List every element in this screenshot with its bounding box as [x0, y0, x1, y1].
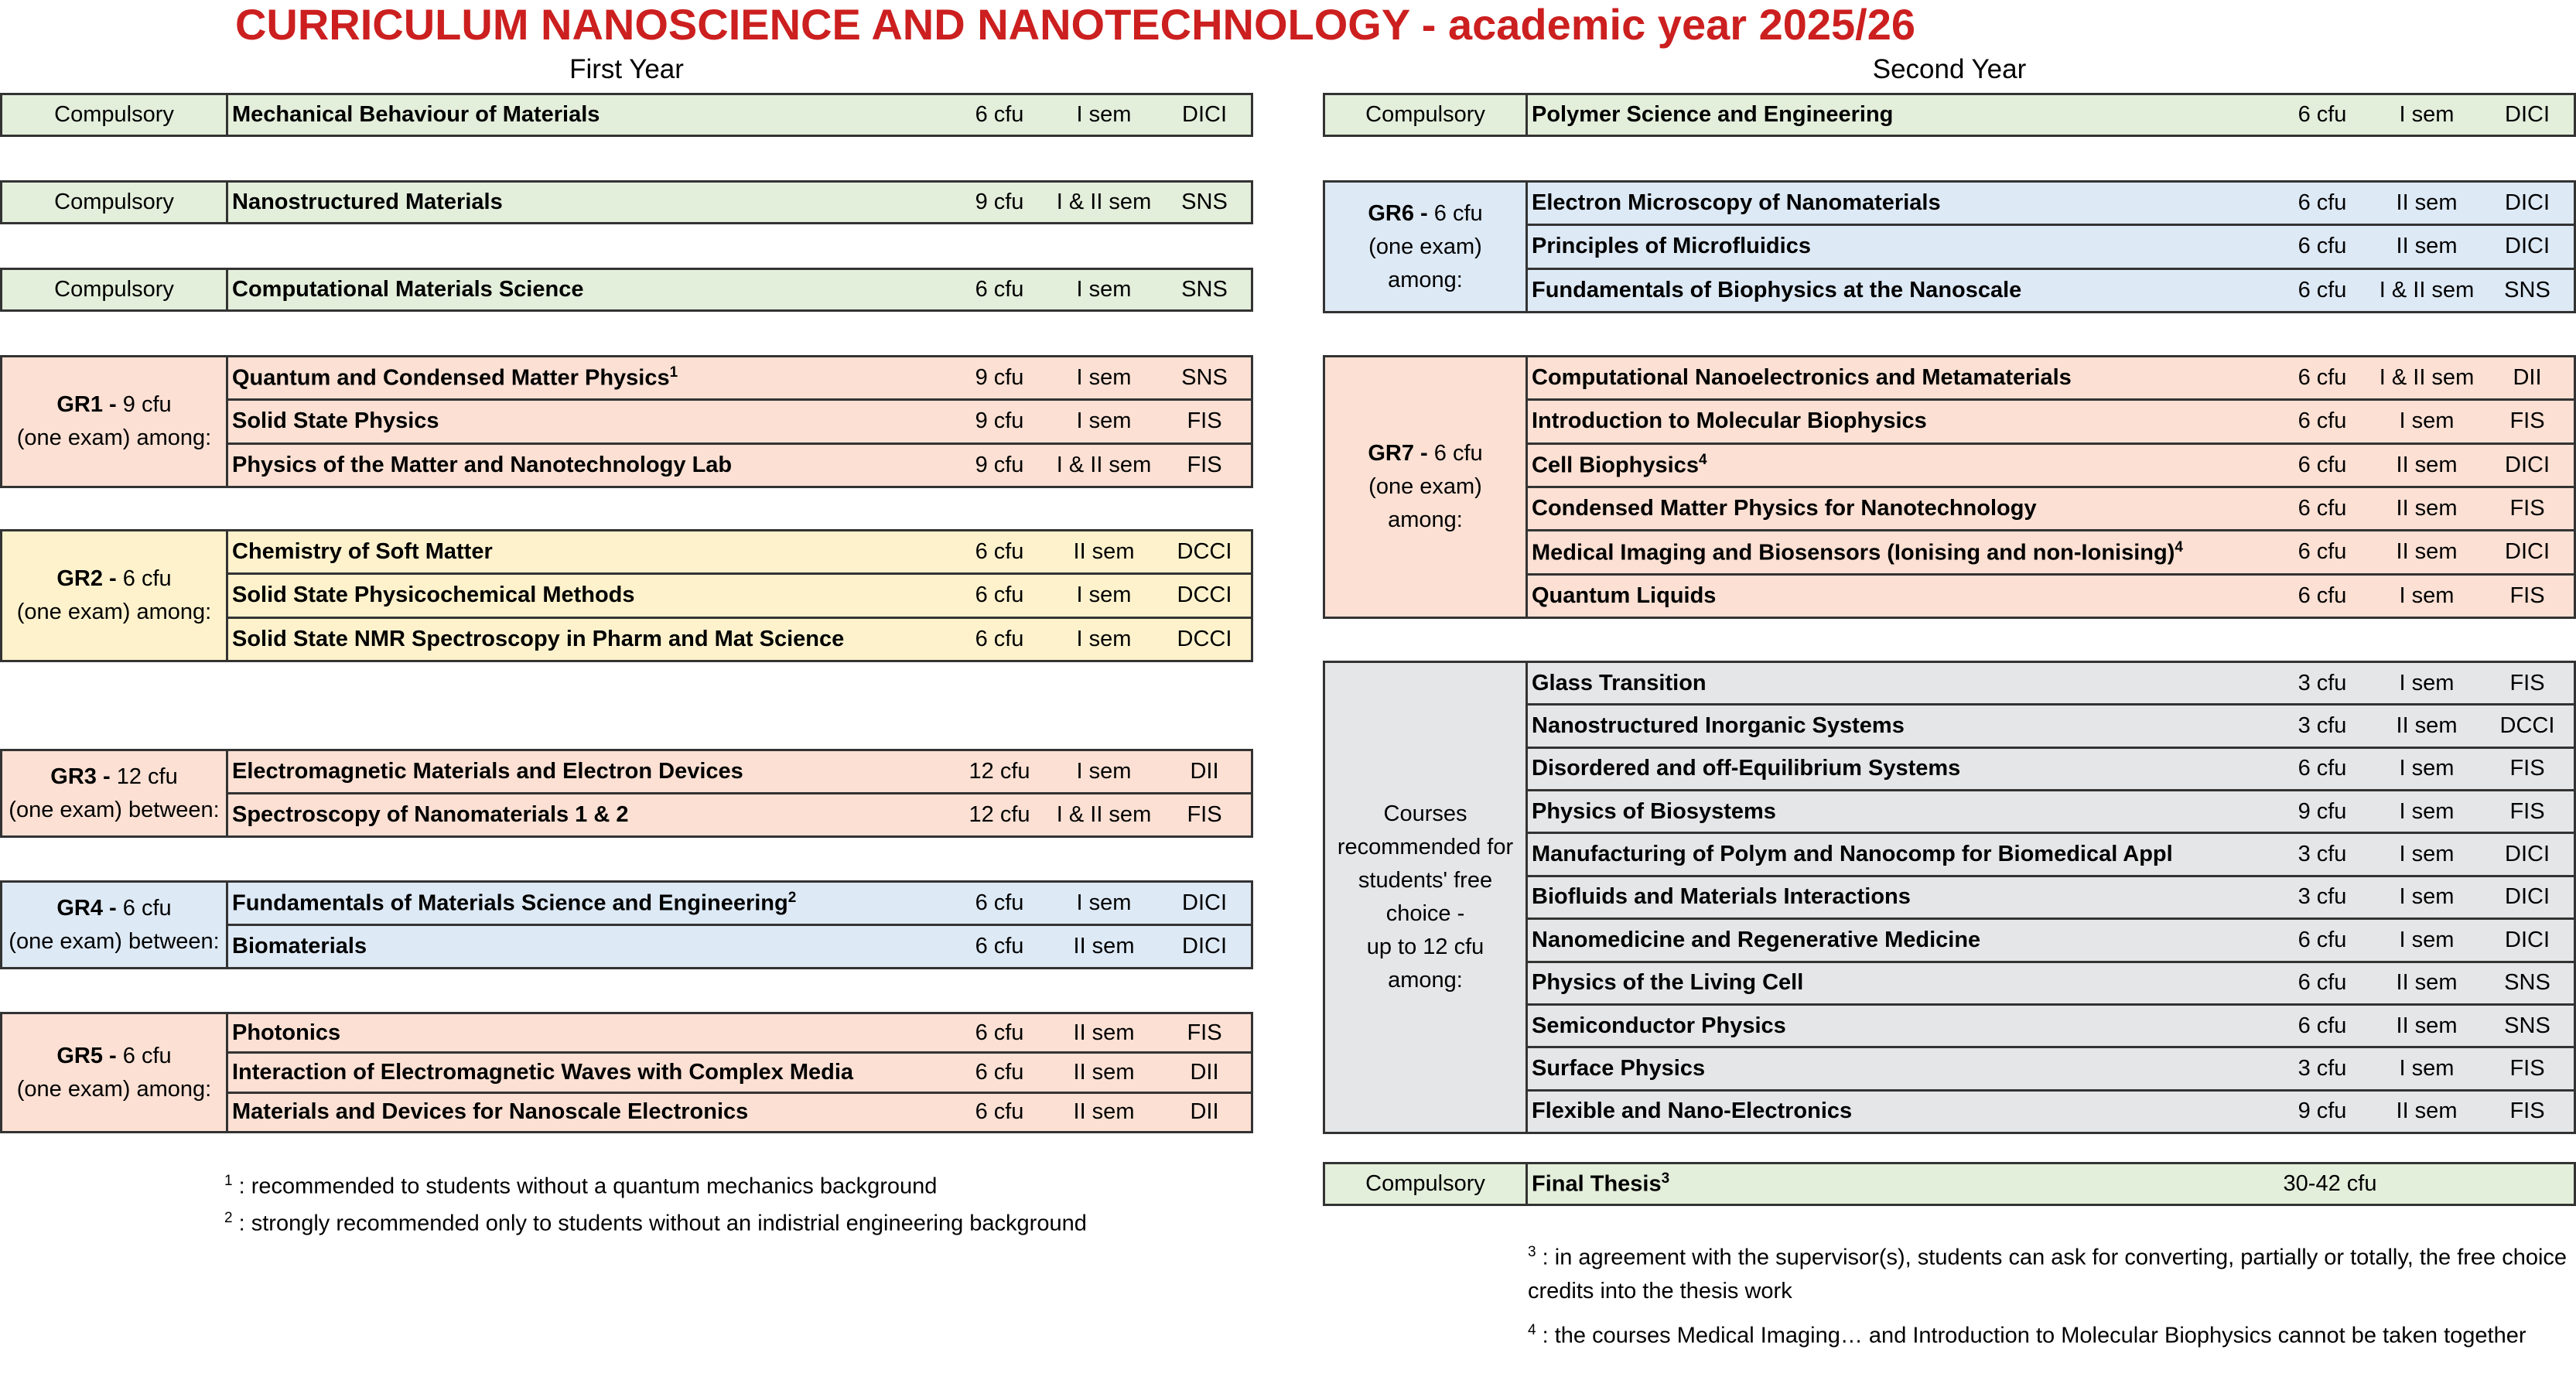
course-department: FIS: [1187, 802, 1222, 827]
course-row-surface-physics: [1528, 1046, 2574, 1088]
course-department: FIS: [2509, 670, 2545, 695]
course-semester: II sem: [1073, 539, 1135, 565]
course-credits: 6 cfu: [2298, 756, 2347, 781]
course-semester: I sem: [1076, 583, 1132, 608]
course-semester: II sem: [2396, 539, 2458, 565]
course-department: DCCI: [1177, 626, 1232, 651]
course-credits: 6 cfu: [975, 583, 1024, 608]
course-semester: II sem: [2396, 1099, 2458, 1124]
course-row-manufacturing-of-polym-and-nanocomp-for-biomedical-appl: [1528, 832, 2574, 874]
course-name: Cell Biophysics$^4$: [1532, 451, 1707, 478]
course-department: SNS: [2504, 970, 2550, 996]
course-department: FIS: [2509, 1099, 2545, 1124]
course-row-introduction-to-molecular-biophysics: [1528, 398, 2574, 442]
course-department: FIS: [2509, 583, 2545, 608]
course-semester: I sem: [1076, 365, 1132, 391]
second-group-1: [1323, 93, 2576, 137]
course-semester: I sem: [1076, 626, 1132, 651]
course-name: Introduction to Molecular Biophysics: [1532, 408, 1927, 434]
first-group-1: [0, 93, 1253, 137]
group-label-line: Compulsory: [1365, 1171, 1485, 1196]
course-row-final-thesis: [1528, 1164, 2574, 1204]
course-name: Fundamentals of Materials Science and Engineering$^2$: [232, 890, 797, 916]
course-credits: 6 cfu: [2298, 1013, 2347, 1038]
group-label-line: (one exam) among:: [16, 425, 212, 450]
course-name: Medical Imaging and Biosensors (Ionising and non-Ionising)$^4$: [1532, 538, 2183, 565]
footnote-1: $^1$ : recommended to students without a quantum mechanics background: [224, 1173, 938, 1199]
course-row-glass-transition: [1528, 663, 2574, 703]
course-semester: I & II sem: [1056, 452, 1152, 477]
course-row-polymer-science-and-engineering: [1528, 95, 2574, 135]
course-row-solid-state-physicochemical-methods: [228, 572, 1251, 616]
course-credits: 6 cfu: [975, 102, 1024, 127]
footnote-4: $^4$ : the courses Medical Imaging… and Introduction to Molecular Biophysics cannot be taken together: [1528, 1322, 2526, 1348]
first-group-5: [0, 529, 1253, 662]
group-credits: 6 cfu: [116, 895, 172, 921]
course-row-nanostructured-materials: [228, 183, 1251, 222]
group-label-line: (one exam) among:: [16, 600, 212, 624]
course-row-nanostructured-inorganic-systems: [1528, 703, 2574, 746]
course-row-mechanical-behaviour-of-materials: [228, 95, 1251, 135]
course-credits: 6 cfu: [975, 1020, 1024, 1045]
course-department: DICI: [2505, 842, 2550, 867]
course-credits: 6 cfu: [2298, 583, 2347, 608]
footnote-marker: 3: [1661, 1170, 1670, 1187]
course-row-electromagnetic-materials-and-electron-devices: [228, 751, 1251, 792]
course-department: DCCI: [1177, 583, 1232, 608]
group-label-line: (one exam): [1368, 234, 1482, 259]
course-semester: I sem: [2399, 798, 2455, 824]
course-credits: 6 cfu: [975, 626, 1024, 651]
course-credits: 12 cfu: [969, 759, 1030, 784]
group-label: [2, 531, 228, 660]
course-name: Nanostructured Inorganic Systems: [1532, 713, 1905, 739]
course-credits: 6 cfu: [2298, 408, 2347, 434]
course-name: Electromagnetic Materials and Electron Devices: [232, 759, 743, 784]
course-semester: I sem: [2399, 1055, 2455, 1081]
course-semester: I sem: [1076, 277, 1132, 302]
course-semester: I sem: [1076, 408, 1132, 434]
course-name: Solid State NMR Spectroscopy in Pharm and Mat Science: [232, 626, 845, 651]
course-department: DICI: [1182, 102, 1227, 127]
group-code: GR4 -: [56, 895, 117, 921]
group-code: GR2 -: [56, 566, 117, 591]
course-semester: I sem: [2399, 670, 2455, 695]
group-label-line: (one exam): [1368, 474, 1482, 499]
course-credits: 6 cfu: [2298, 365, 2347, 391]
course-name: Biofluids and Materials Interactions: [1532, 884, 1911, 910]
course-department: DCCI: [2499, 713, 2555, 739]
group-credits: 6 cfu: [116, 1043, 172, 1068]
course-semester: I sem: [1076, 890, 1132, 915]
course-department: SNS: [2504, 1013, 2550, 1038]
footnote-2: $^2$ : strongly recommended only to students without an indistrial engineering background: [224, 1210, 1087, 1236]
course-credits: 6 cfu: [975, 890, 1024, 915]
course-semester: I sem: [2399, 102, 2455, 127]
course-row-interaction-of-electromagnetic-waves-with-complex-media: [228, 1051, 1251, 1091]
course-semester: I sem: [2399, 884, 2455, 910]
group-code: GR6 -: [1368, 200, 1428, 226]
course-credits: 3 cfu: [2298, 884, 2347, 910]
group-label-line: choice -: [1385, 901, 1465, 926]
group-label: [1325, 183, 1528, 311]
course-credits: 6 cfu: [2298, 452, 2347, 477]
group-code: GR7 -: [1368, 441, 1428, 466]
course-semester: II sem: [2396, 452, 2458, 477]
course-semester: I sem: [1076, 102, 1132, 127]
course-row-principles-of-microfluidics: [1528, 224, 2574, 267]
group-label-line: students' free: [1358, 868, 1493, 893]
course-row-quantum-and-condensed-matter-physics: [228, 357, 1251, 398]
course-department: FIS: [2509, 496, 2545, 521]
course-name: Final Thesis$^3$: [1532, 1170, 1670, 1197]
course-credits: 12 cfu: [969, 802, 1030, 827]
course-row-chemistry-of-soft-matter: [228, 531, 1251, 572]
second-year-heading: Second Year: [1872, 54, 2027, 84]
second-group-5: [1323, 1162, 2576, 1206]
course-name: Computational Nanoelectronics and Metamaterials: [1532, 365, 2072, 391]
footnote-3: $^3$ : in agreement with the supervisor(s), students can ask for converting, partially or totally, the free choice credits into the thesis work: [1528, 1244, 2567, 1304]
group-label-line: among:: [1388, 968, 1463, 993]
course-name: Semiconductor Physics: [1532, 1013, 1786, 1038]
course-department: DICI: [1182, 934, 1227, 958]
course-name: Computational Materials Science: [232, 277, 584, 302]
course-name: Surface Physics: [1532, 1055, 1706, 1081]
course-department: DII: [1190, 759, 1219, 784]
course-department: DICI: [1182, 890, 1227, 915]
course-department: DICI: [2505, 234, 2550, 259]
course-credits: 3 cfu: [2298, 1055, 2347, 1081]
course-name: Materials and Devices for Nanoscale Electronics: [232, 1099, 749, 1125]
group-label: [1325, 357, 1528, 617]
course-row-solid-state-nmr-spectroscopy-in-pharm-and-mat-science: [228, 617, 1251, 660]
course-department: DICI: [2505, 190, 2550, 216]
course-name: Electron Microscopy of Nanomaterials: [1532, 190, 1941, 216]
course-credits: 6 cfu: [975, 277, 1024, 302]
footnote-marker: 1: [669, 364, 678, 381]
course-semester: I sem: [2399, 927, 2455, 952]
course-credits: 6 cfu: [975, 539, 1024, 565]
course-department: SNS: [1181, 277, 1228, 302]
group-label-line: Compulsory: [1365, 102, 1485, 127]
first-year-heading: First Year: [569, 54, 684, 84]
second-group-4: [1323, 661, 2576, 1134]
course-department: DICI: [2505, 927, 2550, 952]
group-label-line: Compulsory: [54, 190, 174, 214]
course-row-fundamentals-of-materials-science-and-engineering: [228, 883, 1251, 924]
course-name: Solid State Physicochemical Methods: [232, 583, 635, 608]
course-department: FIS: [2509, 756, 2545, 781]
course-credits: 3 cfu: [2298, 670, 2347, 695]
group-label-line: Compulsory: [54, 277, 174, 302]
course-row-fundamentals-of-biophysics-at-the-nanoscale: [1528, 268, 2574, 311]
course-credits: 6 cfu: [2298, 927, 2347, 952]
group-credits: 6 cfu: [116, 566, 172, 591]
footnote-marker: 4: [1698, 451, 1707, 468]
course-name: Quantum and Condensed Matter Physics$^1$: [232, 364, 678, 391]
group-credits: 6 cfu: [1427, 200, 1483, 226]
course-name: Polymer Science and Engineering: [1532, 102, 1894, 127]
group-credits: 6 cfu: [1427, 441, 1483, 466]
group-code: GR1 -: [56, 392, 117, 417]
course-row-photonics: [228, 1014, 1251, 1051]
group-code: GR3 -: [50, 764, 111, 789]
course-semester: II sem: [2396, 190, 2458, 216]
course-semester: I & II sem: [1056, 802, 1152, 827]
footnote-marker: 2: [787, 890, 797, 907]
course-department: DII: [2513, 365, 2542, 391]
course-department: FIS: [1187, 452, 1222, 477]
course-semester: I sem: [2399, 583, 2455, 608]
course-semester: II sem: [1073, 934, 1135, 958]
course-credits: 6 cfu: [2298, 277, 2347, 302]
group-label: [2, 183, 228, 222]
course-credits: 3 cfu: [2298, 842, 2347, 867]
course-row-solid-state-physics: [228, 398, 1251, 442]
group-label-line: Compulsory: [54, 102, 174, 127]
course-semester: II sem: [1073, 1059, 1135, 1085]
course-name: Mechanical Behaviour of Materials: [232, 102, 600, 127]
course-department: DCCI: [1177, 539, 1232, 565]
footnote-marker: 4: [2175, 538, 2183, 555]
group-label: [1325, 95, 1528, 135]
group-label-line: up to 12 cfu: [1366, 935, 1484, 959]
course-department: DII: [1190, 1059, 1219, 1085]
course-credits: 30-42 cfu: [2283, 1171, 2377, 1196]
course-row-flexible-and-nano-electronics: [1528, 1089, 2574, 1132]
course-semester: II sem: [1073, 1099, 1135, 1125]
course-credits: 6 cfu: [2298, 539, 2347, 565]
second-group-3: [1323, 355, 2576, 619]
course-name: Chemistry of Soft Matter: [232, 539, 493, 565]
group-label: [1325, 663, 1528, 1132]
course-semester: I & II sem: [2379, 277, 2475, 302]
course-row-physics-of-the-living-cell: [1528, 961, 2574, 1003]
course-department: FIS: [2509, 798, 2545, 824]
group-label-line: Courses: [1383, 801, 1467, 826]
course-credits: 6 cfu: [2298, 234, 2347, 259]
course-name: Quantum Liquids: [1532, 583, 1717, 608]
course-department: DII: [1190, 1099, 1219, 1125]
course-row-physics-of-the-matter-and-nanotechnology-lab: [228, 442, 1251, 486]
course-row-cell-biophysics: [1528, 442, 2574, 486]
course-row-physics-of-biosystems: [1528, 789, 2574, 832]
group-label-line: among:: [1388, 507, 1463, 532]
course-credits: 6 cfu: [975, 934, 1024, 958]
course-semester: II sem: [2396, 1013, 2458, 1038]
course-department: FIS: [1187, 408, 1222, 434]
course-credits: 9 cfu: [975, 365, 1024, 391]
course-row-computational-nanoelectronics-and-metamaterials: [1528, 357, 2574, 398]
course-name: Disordered and off-Equilibrium Systems: [1532, 756, 1961, 781]
course-row-nanomedicine-and-regenerative-medicine: [1528, 917, 2574, 960]
group-label-line: (one exam) among:: [16, 1076, 212, 1102]
page-title: CURRICULUM NANOSCIENCE AND NANOTECHNOLOGY - academic year 2025/26: [234, 0, 1916, 49]
course-semester: I & II sem: [2379, 365, 2475, 391]
group-code: GR5 -: [56, 1043, 117, 1068]
course-semester: II sem: [1073, 1020, 1135, 1045]
course-credits: 6 cfu: [2298, 102, 2347, 127]
course-semester: II sem: [2396, 970, 2458, 996]
group-label: [2, 1014, 228, 1131]
course-row-condensed-matter-physics-for-nanotechnology: [1528, 486, 2574, 529]
course-department: SNS: [2504, 277, 2550, 302]
course-row-computational-materials-science: [228, 270, 1251, 309]
second-group-2: [1323, 180, 2576, 313]
course-department: DICI: [2505, 102, 2550, 127]
group-label-line: (one exam) between:: [9, 797, 220, 822]
course-semester: II sem: [2396, 496, 2458, 521]
course-credits: 9 cfu: [975, 452, 1024, 477]
course-credits: 6 cfu: [2298, 496, 2347, 521]
course-row-electron-microscopy-of-nanomaterials: [1528, 183, 2574, 224]
first-group-6: [0, 749, 1253, 838]
course-credits: 9 cfu: [975, 190, 1024, 214]
group-credits: 12 cfu: [110, 764, 178, 789]
course-credits: 9 cfu: [975, 408, 1024, 434]
course-credits: 6 cfu: [975, 1099, 1024, 1125]
course-row-semiconductor-physics: [1528, 1003, 2574, 1046]
course-name: Photonics: [232, 1020, 341, 1045]
course-department: SNS: [1181, 190, 1228, 214]
course-row-disordered-and-off-equilibrium-systems: [1528, 747, 2574, 789]
course-semester: I sem: [2399, 756, 2455, 781]
course-row-biomaterials: [228, 924, 1251, 967]
course-name: Physics of Biosystems: [1532, 798, 1776, 824]
group-label: [2, 751, 228, 835]
course-semester: I & II sem: [1056, 190, 1152, 214]
group-label: [2, 883, 228, 967]
group-label-line: recommended for: [1337, 835, 1514, 859]
course-name: Physics of the Living Cell: [1532, 970, 1804, 996]
course-name: Nanostructured Materials: [232, 190, 503, 214]
course-semester: I sem: [1076, 759, 1132, 784]
course-credits: 9 cfu: [2298, 1099, 2347, 1124]
course-row-spectroscopy-of-nanomaterials-1-2: [228, 792, 1251, 835]
course-department: DICI: [2505, 452, 2550, 477]
first-group-4: [0, 355, 1253, 488]
course-department: FIS: [2509, 408, 2545, 434]
first-group-8: [0, 1012, 1253, 1133]
course-credits: 9 cfu: [2298, 798, 2347, 824]
course-row-biofluids-and-materials-interactions: [1528, 875, 2574, 917]
course-row-medical-imaging-and-biosensors-ionising-and-non-ionising: [1528, 529, 2574, 572]
course-name: Manufacturing of Polym and Nanocomp for Biomedical Appl: [1532, 842, 2173, 867]
course-name: Nanomedicine and Regenerative Medicine: [1532, 927, 1981, 952]
course-department: FIS: [2509, 1055, 2545, 1081]
course-credits: 6 cfu: [2298, 190, 2347, 216]
course-name: Fundamentals of Biophysics at the Nanoscale: [1532, 277, 2022, 302]
course-name: Biomaterials: [232, 934, 367, 958]
course-name: Flexible and Nano-Electronics: [1532, 1099, 1853, 1124]
course-credits: 3 cfu: [2298, 713, 2347, 739]
course-department: SNS: [1181, 365, 1228, 391]
group-credits: 9 cfu: [116, 392, 172, 417]
course-name: Interaction of Electromagnetic Waves with Complex Media: [232, 1059, 854, 1085]
group-label: [2, 270, 228, 309]
group-label: [1325, 1164, 1528, 1204]
course-name: Condensed Matter Physics for Nanotechnology: [1532, 496, 2037, 521]
first-group-3: [0, 268, 1253, 312]
first-group-2: [0, 180, 1253, 224]
group-label: [2, 357, 228, 486]
course-credits: 6 cfu: [975, 1059, 1024, 1085]
group-label-line: (one exam) between:: [9, 928, 220, 954]
course-name: Physics of the Matter and Nanotechnology Lab: [232, 452, 733, 477]
course-semester: I sem: [2399, 842, 2455, 867]
course-department: FIS: [1187, 1020, 1222, 1045]
course-name: Solid State Physics: [232, 408, 439, 434]
group-label-line: among:: [1388, 267, 1463, 292]
course-name: Principles of Microfluidics: [1532, 234, 1811, 259]
group-label: [2, 95, 228, 135]
course-department: DICI: [2505, 539, 2550, 565]
course-name: Spectroscopy of Nanomaterials 1 & 2: [232, 802, 629, 827]
course-row-quantum-liquids: [1528, 573, 2574, 617]
course-row-materials-and-devices-for-nanoscale-electronics: [228, 1092, 1251, 1131]
course-semester: I sem: [2399, 408, 2455, 434]
course-semester: II sem: [2396, 234, 2458, 259]
course-semester: II sem: [2396, 713, 2458, 739]
first-group-7: [0, 880, 1253, 969]
course-department: DICI: [2505, 884, 2550, 910]
course-credits: 6 cfu: [2298, 970, 2347, 996]
course-name: Glass Transition: [1532, 670, 1707, 695]
